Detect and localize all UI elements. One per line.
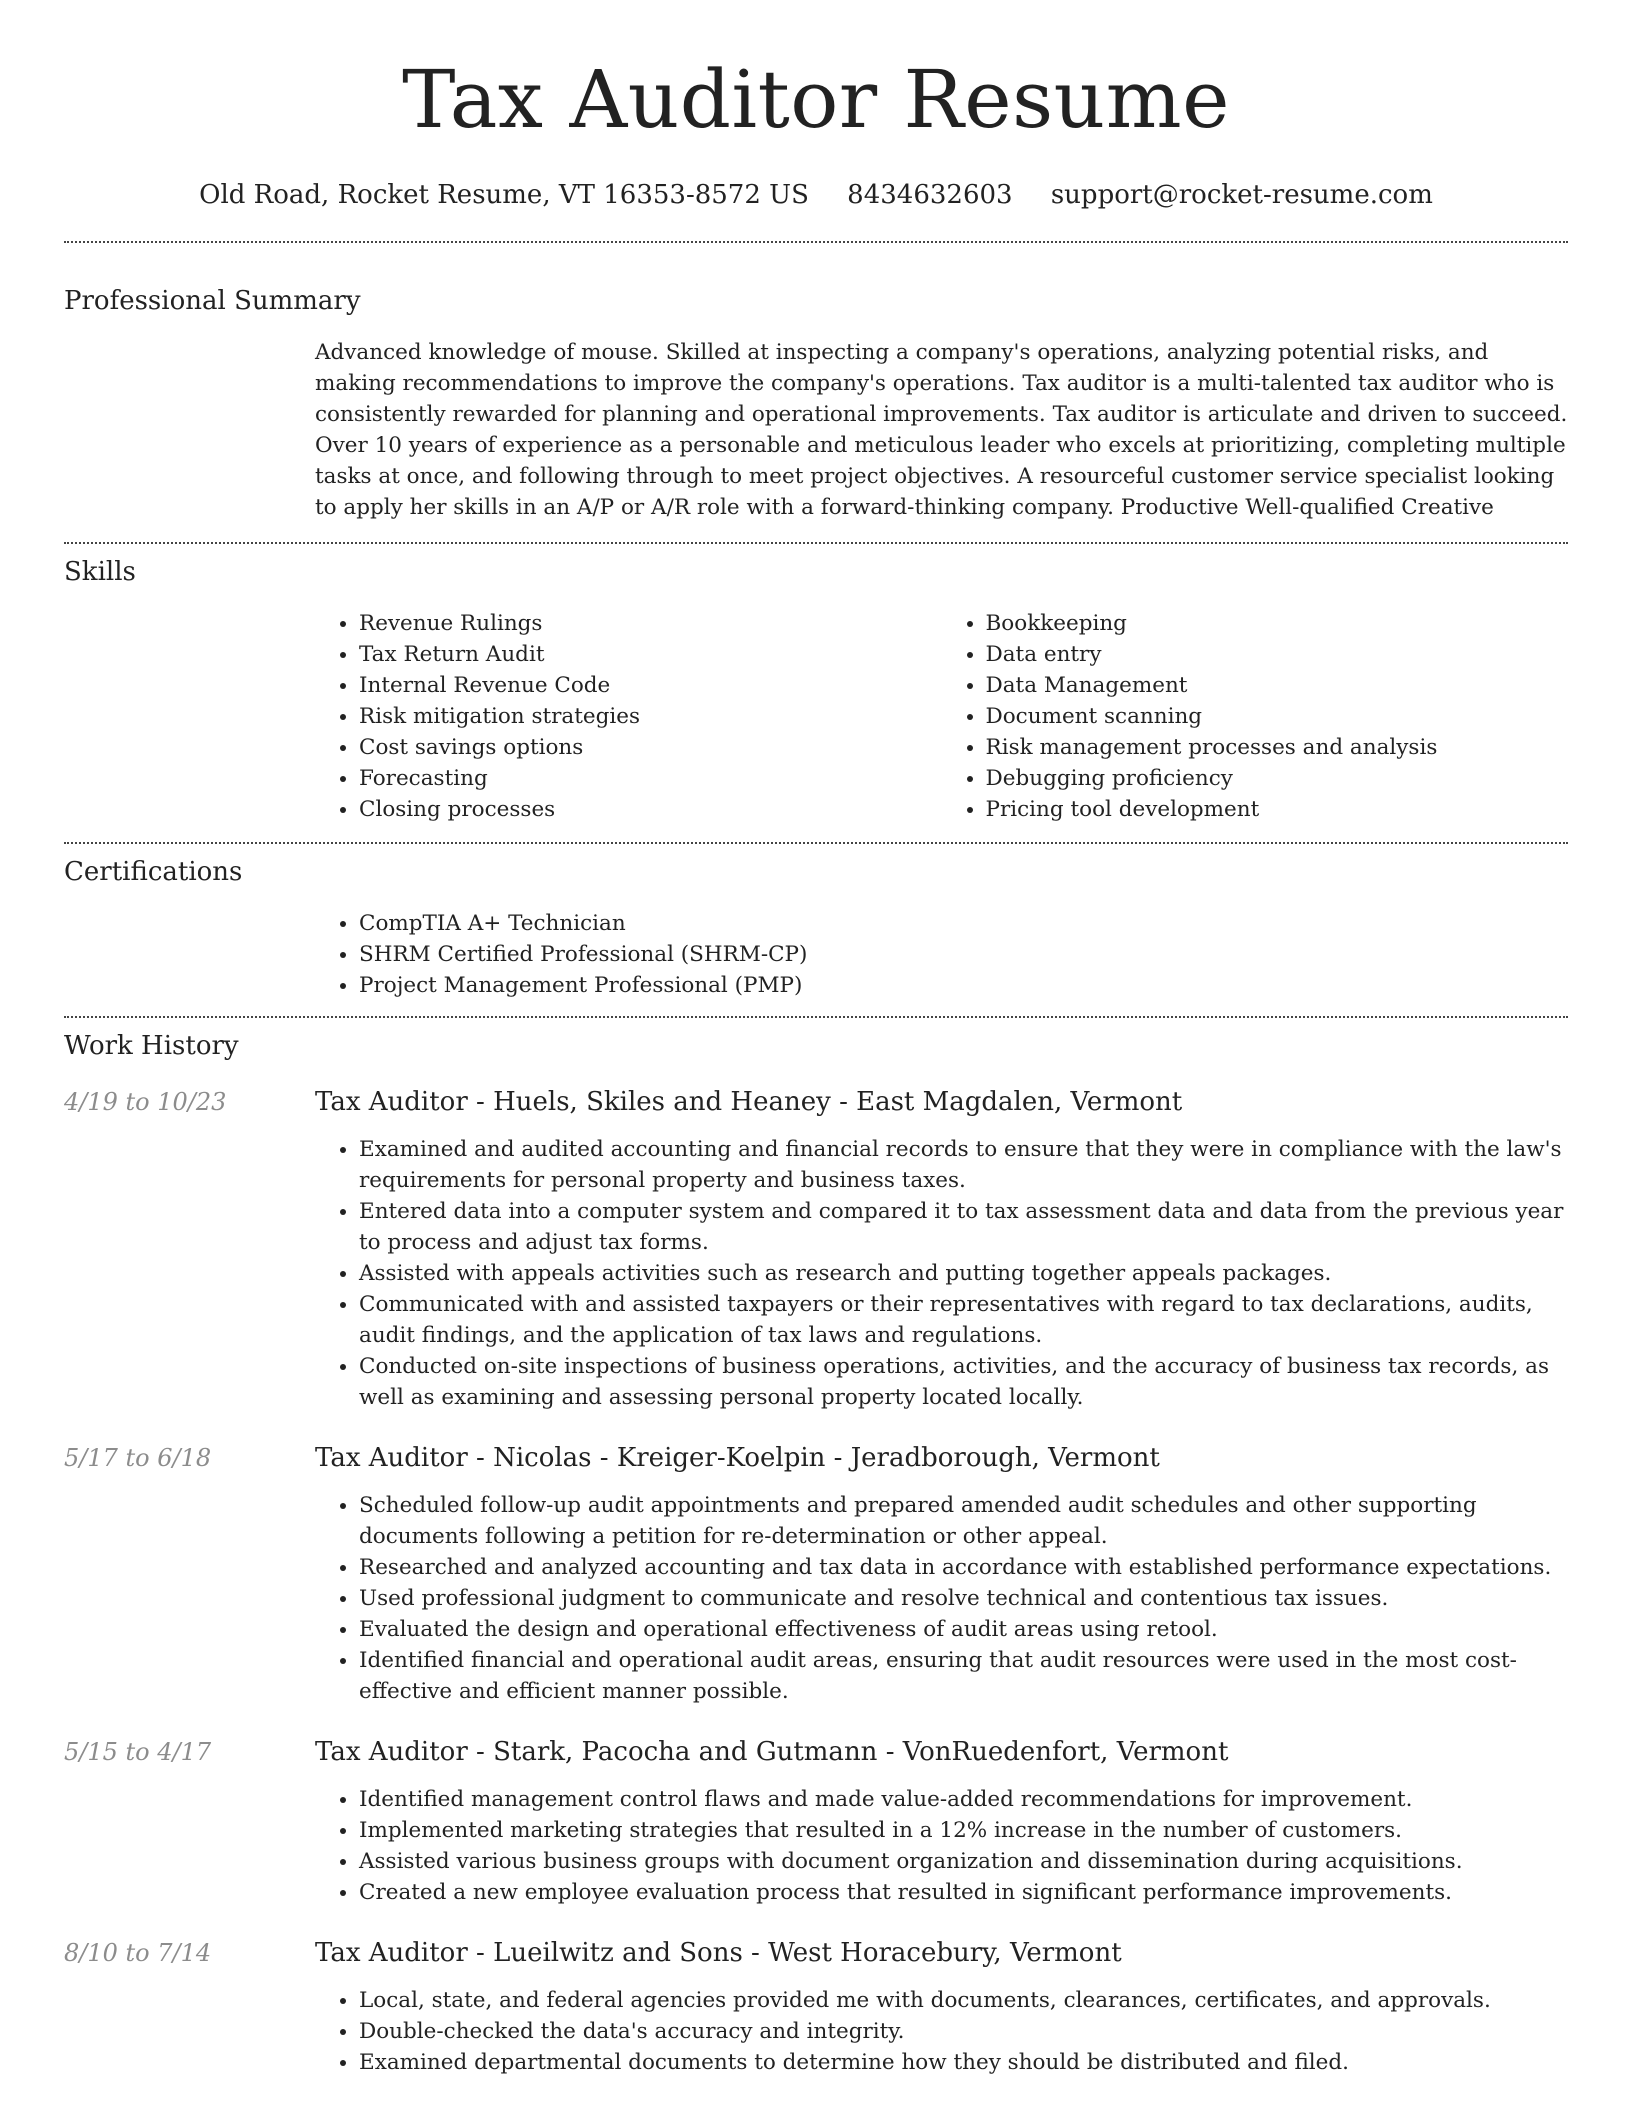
job-header <box>64 1086 1568 1118</box>
job-dates: 8/10 to 7/14 <box>64 1939 212 1967</box>
job-bullets <box>315 1985 1568 2078</box>
job-bullet: • Researched and analyzed accounting and tax data in accordance with established performance expectations. <box>359 1552 1568 1583</box>
job-dates: 5/17 to 6/18 <box>64 1444 212 1472</box>
work-history-heading: Work History <box>64 1031 239 1061</box>
contact-line <box>64 178 1568 212</box>
job-header <box>64 1937 1568 1969</box>
summary-heading: Professional Summary <box>64 286 361 316</box>
certifications-list <box>315 908 1568 1001</box>
summary-text: Advanced knowledge of mouse. Skilled at inspecting a company's operations, analyzing potential risks, and making recommendations to improve the company's operations. Tax auditor is a multi-talented tax auditor who is consistently rewarded for planning and operational improvements. Tax auditor is articulate and driven to succeed. Over 10 years of experience as a personable and meticulous leader who excels at prioritizing, completing multiple tasks at once, and following through to meet project objectives. A resourceful customer service specialist looking to apply her skills in an A/P or A/R role with a forward-thinking company. Productive Well-qualified Creative <box>315 340 1568 520</box>
job-bullet: • Communicated with and assisted taxpayers or their representatives with regard to tax declarations, audits, audit findings, and the application of tax laws and regulations. <box>359 1289 1568 1351</box>
job-bullet: • Scheduled follow-up audit appointments and prepared amended audit schedules and other supporting documents following a petition for re-determination or other appeal. <box>359 1490 1568 1552</box>
job-bullets <box>315 1784 1568 1908</box>
job-dates: 5/15 to 4/17 <box>64 1738 212 1766</box>
job-entry <box>64 1442 1568 1707</box>
job-bullet: • Identified management control flaws and made value-added recommendations for improvement. <box>359 1784 1568 1815</box>
skill-item: • Data Management <box>986 670 1569 701</box>
job-bullet: • Used professional judgment to communicate and resolve technical and contentious tax issues. <box>359 1583 1568 1614</box>
skill-item: • Internal Revenue Code <box>359 670 942 701</box>
contact-email: support@rocket-resume.com <box>1050 180 1433 210</box>
job-bullet: • Double-checked the data's accuracy and integrity. <box>359 2016 1568 2047</box>
work-history-section <box>64 1018 1568 2078</box>
certification-item: • CompTIA A+ Technician <box>359 908 1568 939</box>
job-bullet: • Examined and audited accounting and financial records to ensure that they were in compliance with the law's requirements for personal property and business taxes. <box>359 1134 1568 1196</box>
contact-phone: 8434632603 <box>847 180 1013 210</box>
skill-item: • Forecasting <box>359 763 942 794</box>
skills-list-left <box>315 608 942 825</box>
job-bullet: • Assisted with appeals activities such as research and putting together appeals packages. <box>359 1258 1568 1289</box>
job-bullet: • Assisted various business groups with document organization and dissemination during acquisitions. <box>359 1846 1568 1877</box>
skill-item: • Data entry <box>986 639 1569 670</box>
job-bullet: • Evaluated the design and operational effectiveness of audit areas using retool. <box>359 1614 1568 1645</box>
skill-item: • Debugging proficiency <box>986 763 1569 794</box>
skills-grid <box>315 608 1568 825</box>
job-title: Tax Auditor - Huels, Skiles and Heaney - East Magdalen, Vermont <box>315 1087 1183 1117</box>
job-entry <box>64 1937 1568 2078</box>
job-entry <box>64 1086 1568 1413</box>
resume-title: Tax Auditor Resume <box>402 53 1230 146</box>
job-title: Tax Auditor - Stark, Pacocha and Gutmann - VonRuedenfort, Vermont <box>315 1737 1229 1767</box>
skill-item: • Revenue Rulings <box>359 608 942 639</box>
job-bullet: • Local, state, and federal agencies provided me with documents, clearances, certificates, and approvals. <box>359 1985 1568 2016</box>
skill-item: • Tax Return Audit <box>359 639 942 670</box>
job-bullet: • Created a new employee evaluation process that resulted in significant performance improvements. <box>359 1877 1568 1908</box>
job-title: Tax Auditor - Lueilwitz and Sons - West Horacebury, Vermont <box>315 1938 1122 1968</box>
skill-item: • Cost savings options <box>359 732 942 763</box>
job-bullets <box>315 1134 1568 1413</box>
summary-content <box>315 337 1568 523</box>
summary-section <box>64 243 1568 523</box>
job-bullet: • Identified financial and operational audit areas, ensuring that audit resources were used in the most cost-effective and efficient manner possible. <box>359 1645 1568 1707</box>
skills-heading: Skills <box>64 557 136 587</box>
job-bullet: • Entered data into a computer system and compared it to tax assessment data and data from the previous year to process and adjust tax forms. <box>359 1196 1568 1258</box>
skills-section <box>64 544 1568 825</box>
certifications-section <box>64 844 1568 1001</box>
job-bullet: • Examined departmental documents to determine how they should be distributed and filed. <box>359 2047 1568 2078</box>
skill-item: • Risk management processes and analysis <box>986 732 1569 763</box>
skill-item: • Bookkeeping <box>986 608 1569 639</box>
skill-item: • Closing processes <box>359 794 942 825</box>
job-bullet: • Implemented marketing strategies that resulted in a 12% increase in the number of customers. <box>359 1815 1568 1846</box>
certifications-heading: Certifications <box>64 857 243 887</box>
job-header <box>64 1736 1568 1768</box>
skill-item: • Risk mitigation strategies <box>359 701 942 732</box>
job-dates: 4/19 to 10/23 <box>64 1088 227 1116</box>
skill-item: • Pricing tool development <box>986 794 1569 825</box>
contact-address: Old Road, Rocket Resume, VT 16353-8572 US <box>199 180 809 210</box>
certification-item: • SHRM Certified Professional (SHRM-CP) <box>359 939 1568 970</box>
job-bullets <box>315 1490 1568 1707</box>
certifications-content <box>315 908 1568 1001</box>
job-title: Tax Auditor - Nicolas - Kreiger-Koelpin - Jeradborough, Vermont <box>315 1443 1160 1473</box>
job-bullet: • Conducted on-site inspections of business operations, activities, and the accuracy of business tax records, as well as examining and assessing personal property located locally. <box>359 1351 1568 1413</box>
job-header <box>64 1442 1568 1474</box>
skill-item: • Document scanning <box>986 701 1569 732</box>
certification-item: • Project Management Professional (PMP) <box>359 970 1568 1001</box>
skills-list-right <box>942 608 1569 825</box>
job-entry <box>64 1736 1568 1908</box>
